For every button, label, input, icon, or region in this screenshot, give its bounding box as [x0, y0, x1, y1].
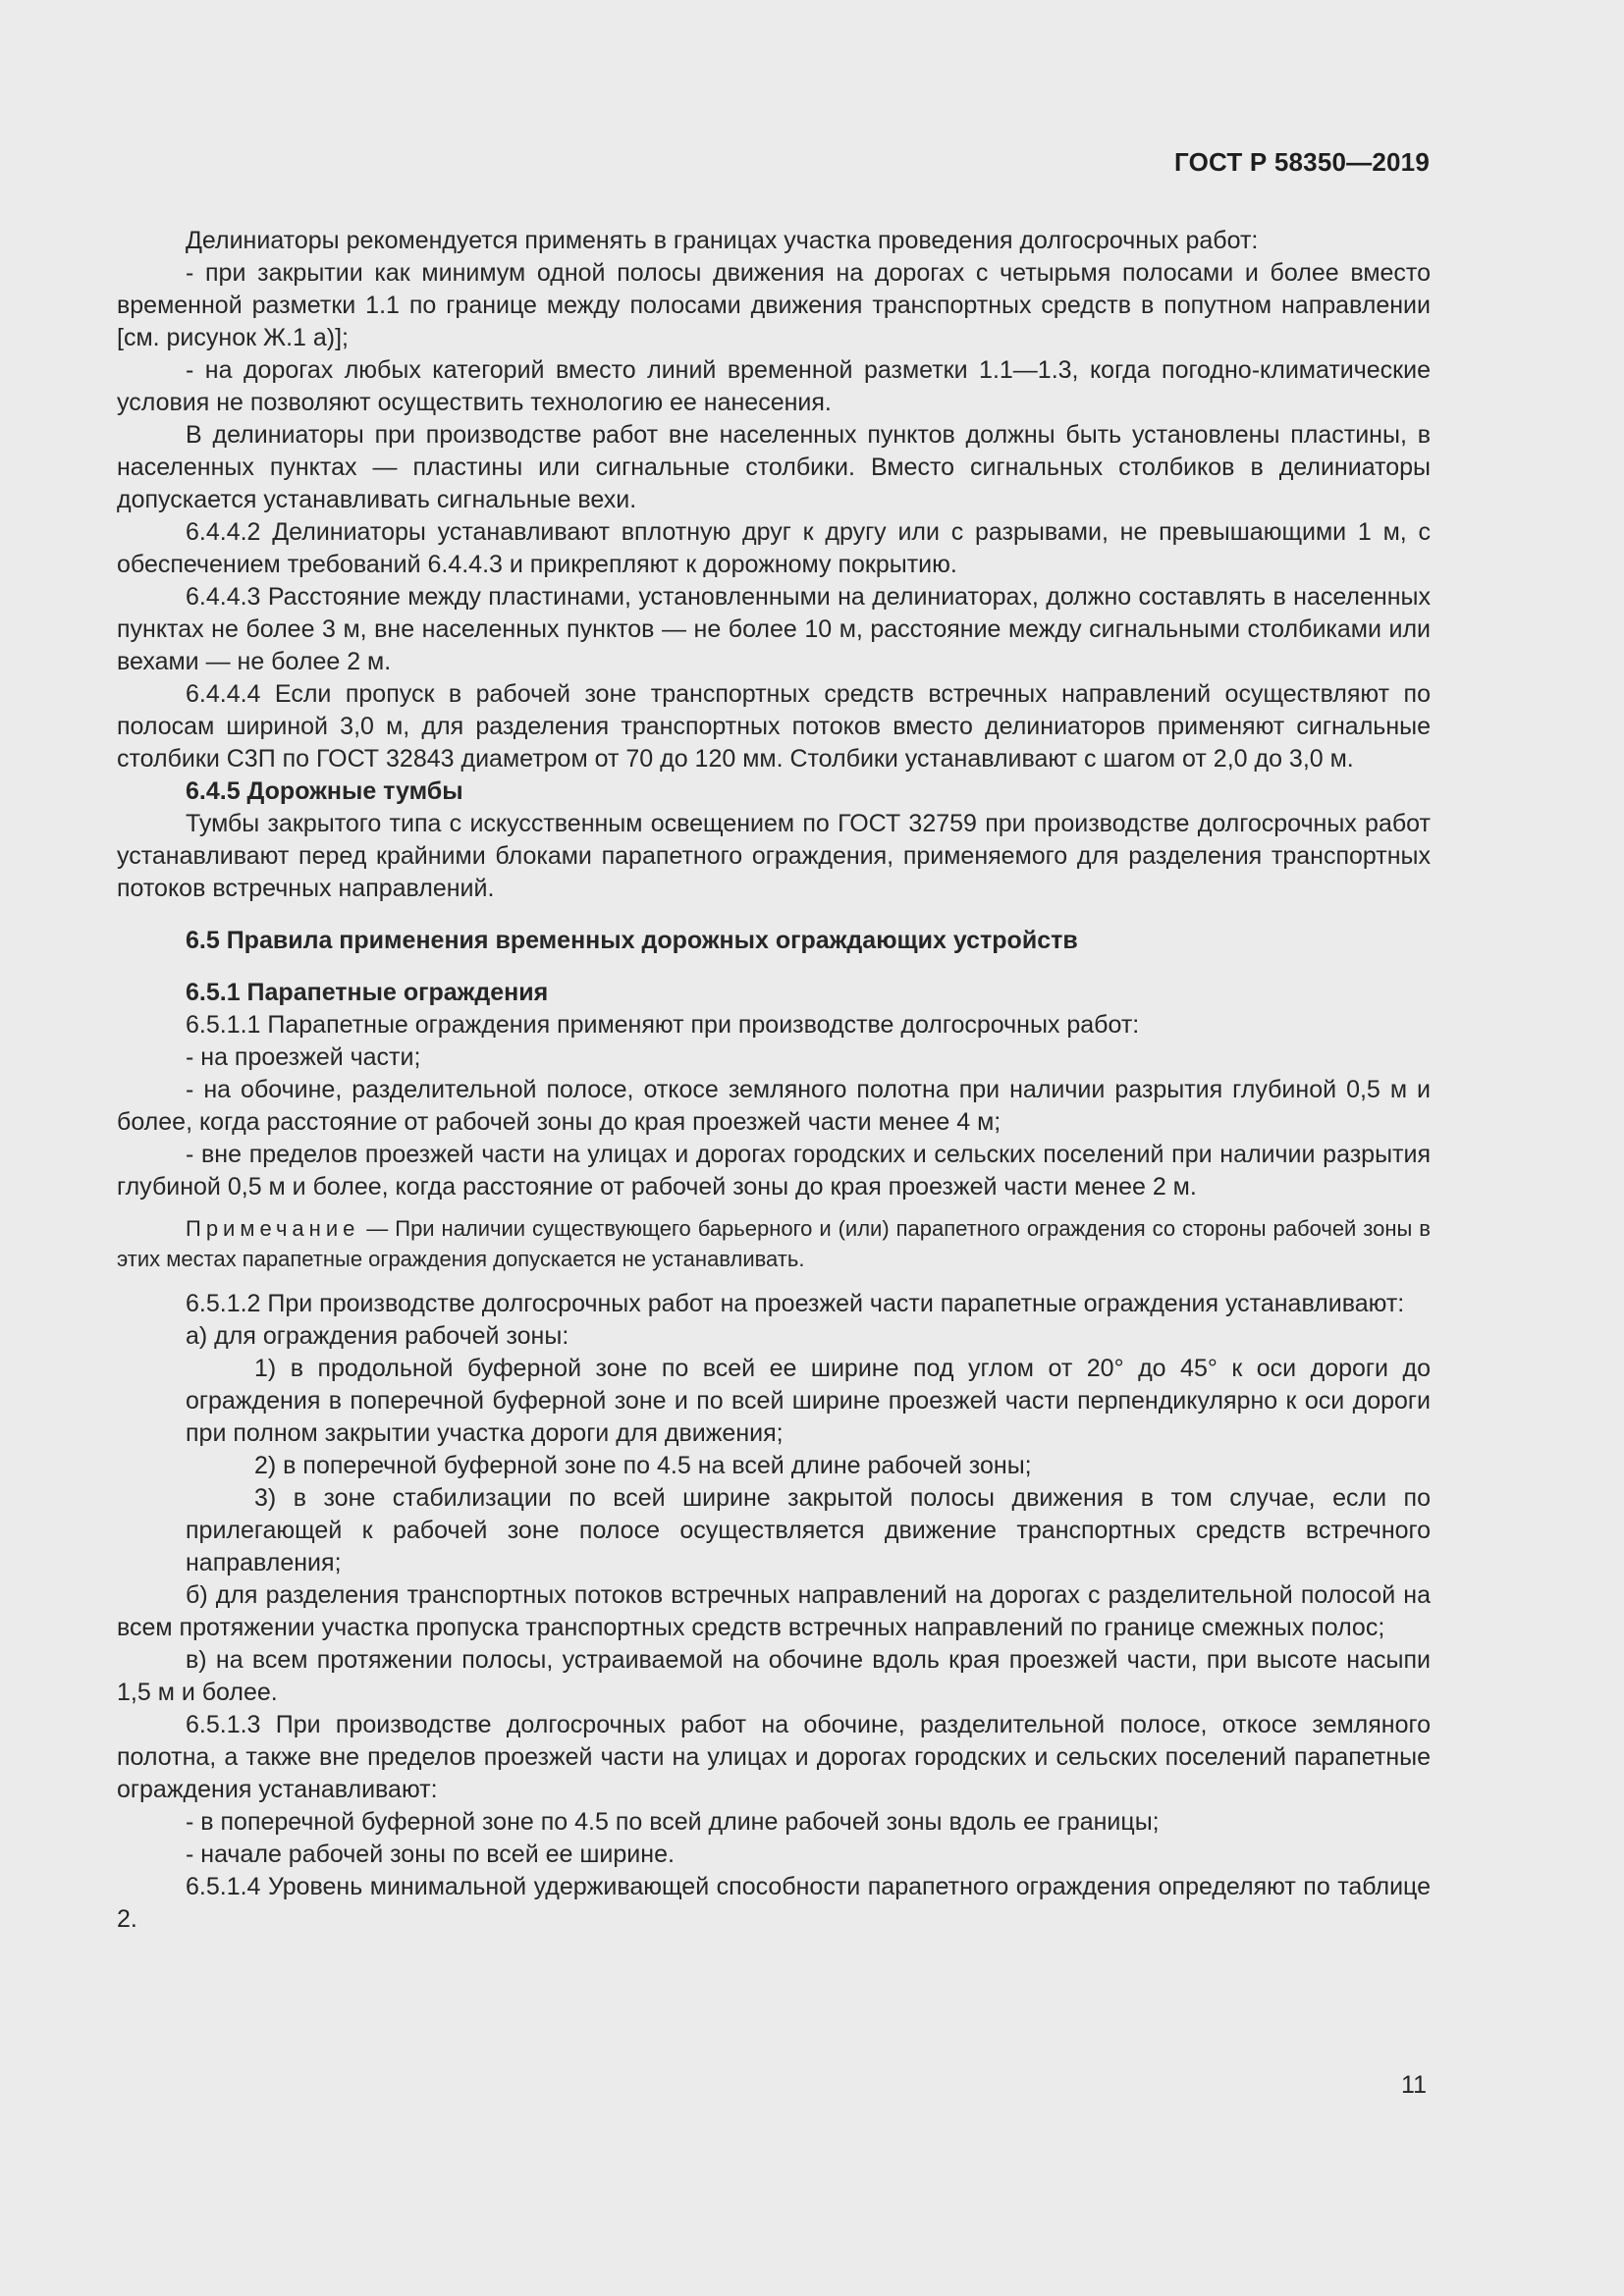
sub-item-3: 3) в зоне стабилизации по всей ширине закрытой полосы движения в том случае, если по прилегающей к рабочей зоне полосе осуществляется движение транспортных средств встречного направления; — [186, 1484, 1431, 1576]
list-item-v: в) на всем протяжении полосы, устраиваемой на обочине вдоль края проезжей части, при высоте насыпи 1,5 м и более. — [117, 1646, 1431, 1706]
note-block — [117, 1213, 1431, 1274]
list-item-transverse-buffer: - в поперечной буферной зоне по 4.5 по всей длине рабочей зоны вдоль ее границы; — [186, 1808, 1160, 1836]
page-number: 11 — [1401, 2071, 1427, 2099]
paragraph-delineators-intro: Делиниаторы рекомендуется применять в границах участка проведения долгосрочных работ: — [186, 227, 1259, 254]
heading-6-4-5: 6.4.5 Дорожные тумбы — [186, 777, 463, 805]
clause-6-5-1-4: 6.5.1.4 Уровень минимальной удерживающей способности парапетного ограждения определяют по таблице 2. — [117, 1873, 1431, 1933]
sub-item-2: 2) в поперечной буферной зоне по 4.5 на всей длине рабочей зоны; — [254, 1452, 1032, 1479]
clause-6-4-4-4: 6.4.4.4 Если пропуск в рабочей зоне транспортных средств встречных направлений осуществляют по полосам шириной 3,0 м, для разделения транспортных потоков вместо делиниаторов применяют сигнальные столбики С3П по ГОСТ 32843 диаметром от 70 до 120 мм. Столбики устанавливают с шагом от 2,0 до 3,0 м. — [117, 680, 1431, 773]
list-item-work-zone-start: - начале рабочей зоны по всей ее ширине. — [186, 1841, 675, 1868]
list-item-a: а) для ограждения рабочей зоны: — [186, 1322, 569, 1350]
list-item-four-lanes: - при закрытии как минимум одной полосы движения на дорогах с четырьмя полосами и более вместо временной разметки 1.1 по границе между полосами движения транспортных средств в попутном направлении [см. рисунок Ж.1 а)]; — [117, 259, 1431, 351]
document-body — [117, 225, 1431, 1936]
list-item-outside-roadway: - вне пределов проезжей части на улицах и дорогах городских и сельских поселений при наличии разрытия глубиной 0,5 м и более, когда расстояние от рабочей зоны до края проезжей части менее 2 м. — [117, 1141, 1431, 1201]
list-item-b: б) для разделения транспортных потоков встречных направлений на дорогах с разделительной полосой на всем протяжении участка пропуска транспортных средств встречных направлений по границе смежных полос; — [117, 1581, 1431, 1641]
list-item-shoulder: - на обочине, разделительной полосе, откосе земляного полотна при наличии разрытия глубиной 0,5 м и более, когда расстояние от рабочей зоны до края проезжей части менее 4 м; — [117, 1076, 1431, 1136]
paragraph-road-bollards: Тумбы закрытого типа с искусственным освещением по ГОСТ 32759 при производстве долгосрочных работ устанавливают перед крайними блоками парапетного ограждения, применяемого для разделения транспортных потоков встречных направлений. — [117, 810, 1431, 902]
clause-6-5-1-1: 6.5.1.1 Парапетные ограждения применяют при производстве долгосрочных работ: — [186, 1011, 1140, 1039]
clause-6-4-4-2: 6.4.4.2 Делиниаторы устанавливают вплотную друг к другу или с разрывами, не превышающими 1 м, с обеспечением требований 6.4.4.3 и прикрепляют к дорожному покрытию. — [117, 518, 1431, 578]
list-item-any-category: - на дорогах любых категорий вместо линий временной разметки 1.1—1.3, когда погодно-климатические условия не позволяют осуществить технологию ее нанесения. — [117, 356, 1431, 416]
document-code-header: ГОСТ Р 58350—2019 — [1174, 147, 1430, 177]
note-dash: — — [359, 1216, 396, 1241]
heading-6-5: 6.5 Правила применения временных дорожных ограждающих устройств — [186, 927, 1078, 954]
note-label: Примечание — [186, 1216, 360, 1241]
note-text: При наличии существующего барьерного и (или) парапетного ограждения со стороны рабочей зоны в этих местах парапетные ограждения допускается не устанавливать. — [117, 1216, 1431, 1271]
paragraph-delineator-plates: В делиниаторы при производстве работ вне населенных пунктов должны быть установлены пластины, в населенных пунктах — пластины или сигнальные столбики. Вместо сигнальных столбиков в делиниаторы допускается устанавливать сигнальные вехи. — [117, 421, 1431, 513]
clause-6-5-1-3: 6.5.1.3 При производстве долгосрочных работ на обочине, разделительной полосе, откосе земляного полотна, а также вне пределов проезжей части на улицах и дорогах городских и сельских поселений парапетные ограждения устанавливают: — [117, 1711, 1431, 1803]
sub-item-1: 1) в продольной буферной зоне по всей ее ширине под углом от 20° до 45° к оси дороги до ограждения в поперечной буферной зоне и по всей ширине проезжей части перпендикулярно к оси дороги при полном закрытии участка дороги для движения; — [186, 1355, 1431, 1447]
clause-6-5-1-2: 6.5.1.2 При производстве долгосрочных работ на проезжей части парапетные ограждения устанавливают: — [186, 1290, 1405, 1317]
clause-6-4-4-3: 6.4.4.3 Расстояние между пластинами, установленными на делиниаторах, должно составлять в населенных пунктах не более 3 м, вне населенных пунктов — не более 10 м, расстояние между сигнальными столбиками или вехами — не более 2 м. — [117, 583, 1431, 675]
list-item-roadway: - на проезжей части; — [186, 1043, 421, 1071]
heading-6-5-1: 6.5.1 Парапетные ограждения — [186, 979, 549, 1006]
